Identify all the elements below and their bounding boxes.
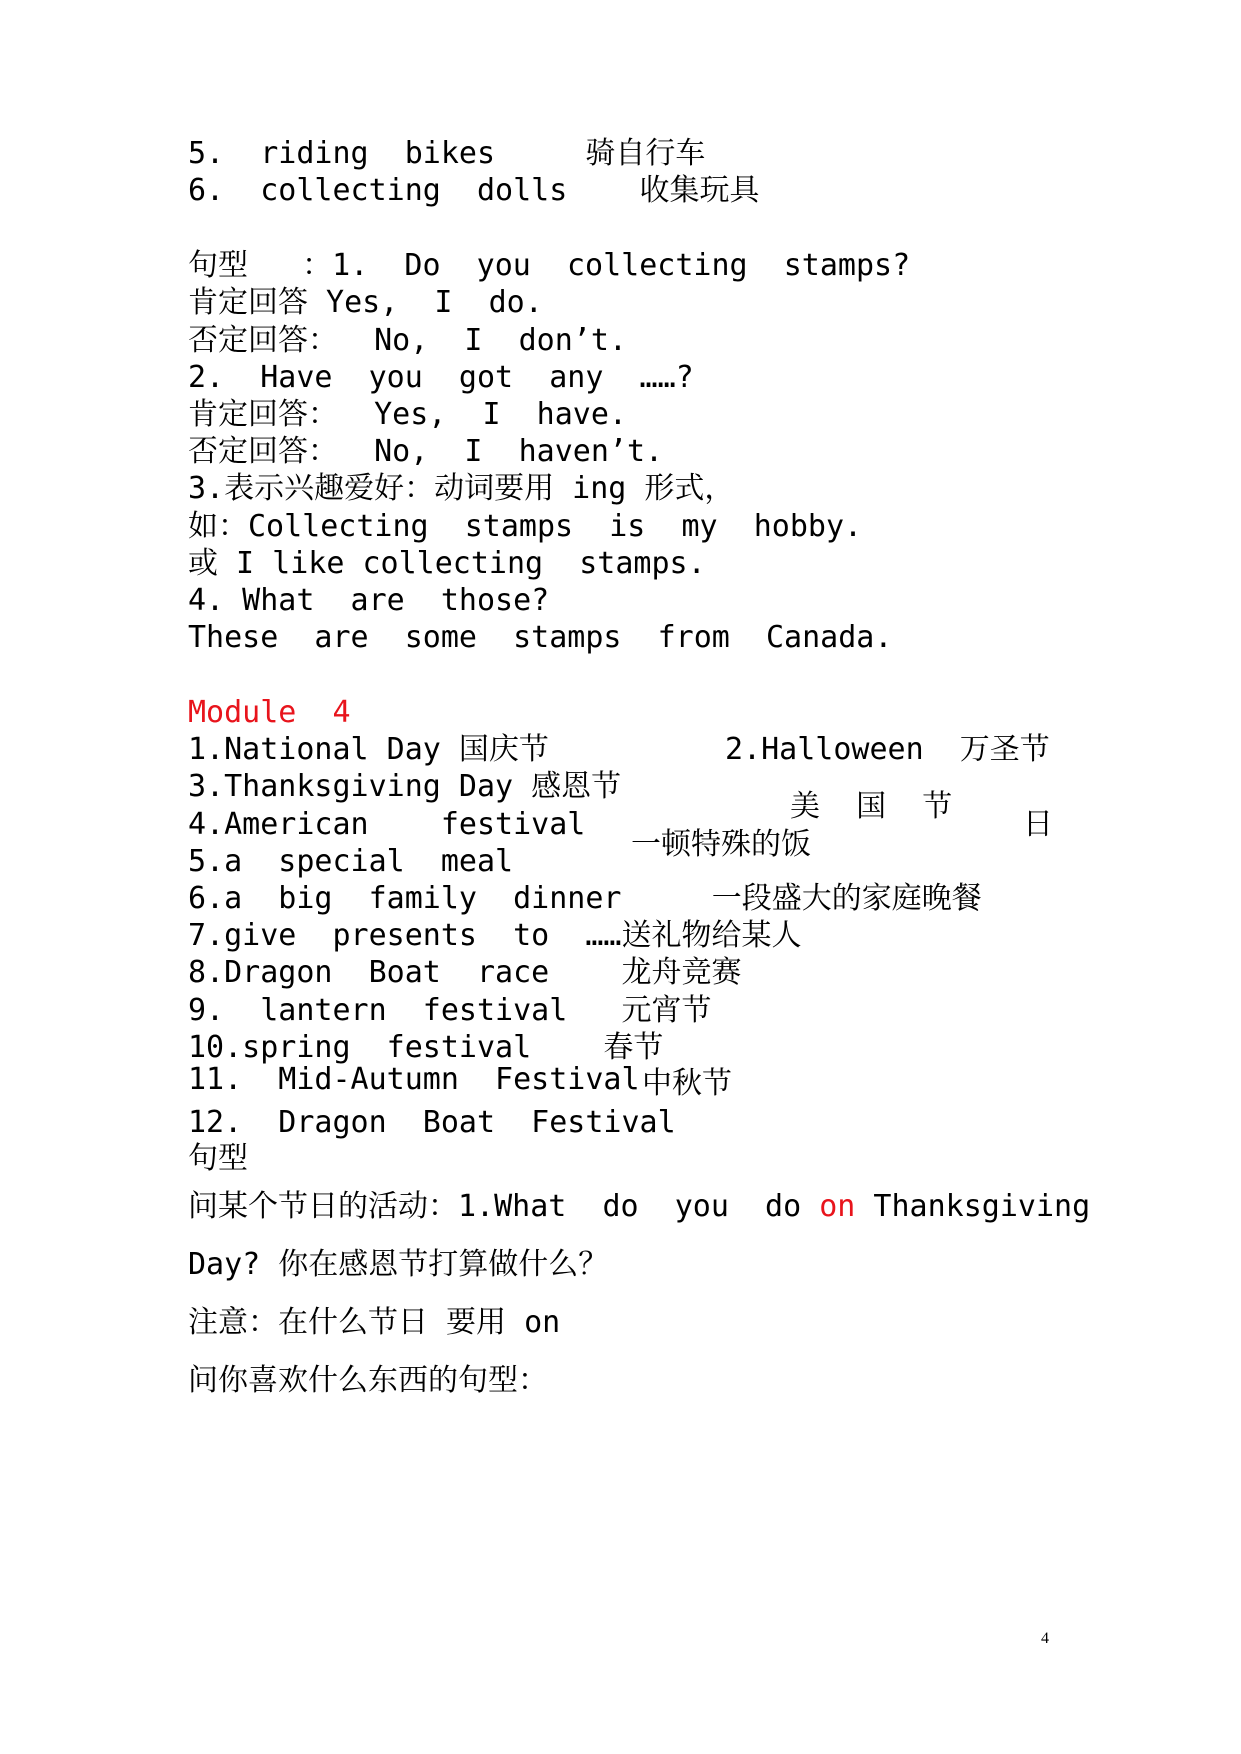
module-item: 9. lantern festival 元宵节 — [188, 993, 712, 1028]
sentence-line: 否定回答： No, I haven’t. — [188, 434, 664, 469]
sentence-line: 2. Have you got any ……? — [188, 360, 694, 395]
sentence-line: 肯定回答： Yes, I have. — [188, 397, 627, 432]
question-text: 问某个节日的活动：1.What do you do — [188, 1189, 820, 1224]
sentence-line: 肯定回答 Yes, I do. — [188, 285, 543, 320]
question-line: Day? 你在感恩节打算做什么？ — [188, 1247, 609, 1282]
module-item: 5.a special meal — [188, 844, 514, 879]
sentence-pattern-heading: 句型 ：1. Do you collecting stamps? — [188, 248, 911, 283]
vocab-item: 6. collecting dolls 收集玩具 — [188, 173, 760, 208]
module-item: 2.Halloween 万圣节 — [725, 732, 1050, 767]
module-item: 10.spring festival 春节 — [188, 1030, 664, 1065]
note-line: 注意：在什么节日 要用 on — [188, 1305, 561, 1340]
sentence-line: 4. What are those? — [188, 583, 550, 618]
module-item: 3.Thanksgiving Day 感恩节 — [188, 769, 622, 804]
translation-text: 美 国 节 — [790, 789, 953, 824]
module-item: 6.a big family dinner 一段盛大的家庭晚餐 — [188, 881, 982, 916]
question-line: 问你喜欢什么东西的句型： — [188, 1363, 548, 1398]
page-number: 4 — [1041, 1630, 1049, 1647]
sentence-line: 或 I like collecting stamps. — [188, 546, 706, 581]
translation-text: 一顿特殊的饭 — [631, 827, 811, 862]
vocab-item: 5. riding bikes 骑自行车 — [188, 136, 706, 171]
module-item: 4.American festival — [188, 807, 586, 842]
module-item: 11. Mid-Autumn Festival — [188, 1062, 640, 1097]
module-item: 8.Dragon Boat race 龙舟竞赛 — [188, 955, 742, 990]
sentence-line: 否定回答： No, I don’t. — [188, 323, 627, 358]
translation-text: 日 — [1023, 807, 1053, 842]
sentence-pattern-heading: 句型 — [188, 1141, 248, 1176]
festival-activity-question — [188, 1187, 1090, 1227]
sentence-line: 如：Collecting stamps is my hobby. — [188, 509, 863, 544]
module-item: 7.give presents to ……送礼物给某人 — [188, 918, 802, 953]
module-item: 1.National Day 国庆节 — [188, 732, 549, 767]
sentence-line: These are some stamps from Canada. — [188, 620, 893, 655]
translation-text: 中秋节 — [642, 1066, 732, 1101]
highlight-preposition: on — [819, 1189, 856, 1224]
module-item: 12. Dragon Boat Festival — [188, 1105, 676, 1140]
module-heading: Module 4 — [188, 695, 351, 730]
sentence-line: 3.表示兴趣爱好：动词要用 ing 形式， — [188, 471, 735, 506]
question-text: Thanksgiving — [855, 1189, 1091, 1224]
